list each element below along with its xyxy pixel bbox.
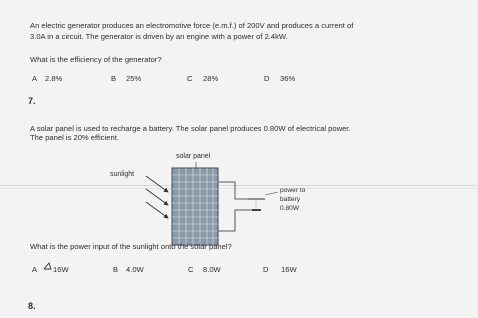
circuit-wires [218, 182, 256, 231]
q7-option-d-text: 16W [281, 265, 297, 274]
q6-option-a-letter[interactable]: A [32, 74, 38, 83]
solar-panel-label: solar panel [176, 153, 211, 160]
q7-option-a-text: 16W [53, 265, 69, 274]
sunlight-label: sunlight [110, 171, 135, 178]
sunlight-arrow-2 [146, 189, 168, 205]
sunlight-arrow-1 [146, 176, 168, 192]
battery-label: battery [280, 196, 301, 203]
q7-stem-line1: A solar panel is used to recharge a battery. The solar panel produces 0.80W of electrical power. [30, 124, 351, 133]
power-value-label: 0.80W [280, 205, 300, 212]
solar-panel-grid [172, 168, 218, 245]
q6-option-c-text: 28% [203, 74, 219, 83]
q7-option-d-letter[interactable]: D [263, 265, 269, 274]
q6-stem-line1: An electric generator produces an electromotive force (e.m.f.) of 200V and produces a current of [30, 21, 354, 30]
q7-option-c-letter[interactable]: C [188, 265, 194, 274]
q6-option-c-letter[interactable]: C [187, 74, 193, 83]
q6-option-d-letter[interactable]: D [264, 74, 270, 83]
q6-option-d-text: 36% [280, 74, 296, 83]
q7-option-c-text: 8.0W [203, 265, 221, 274]
battery-label-leader [265, 192, 278, 195]
q6-stem-line2: 3.0A in a circuit. The generator is driven by an engine with a power of 2.4kW. [30, 32, 288, 41]
q7-option-b-letter[interactable]: B [113, 265, 119, 274]
q6-question: What is the efficiency of the generator? [30, 55, 162, 64]
q7-stem-line2: The panel is 20% efficient. [30, 133, 119, 142]
q8-number: 8. [28, 301, 36, 311]
q7-option-a-letter[interactable]: A [32, 265, 38, 274]
handwritten-tick-mark [44, 263, 51, 269]
q7-number: 7. [28, 96, 36, 106]
q7-question: What is the power input of the sunlight onto the solar panel? [30, 242, 232, 251]
sunlight-arrow-3 [146, 202, 168, 218]
sunlight-arrows [146, 176, 168, 218]
q6-option-b-letter[interactable]: B [111, 74, 117, 83]
power-to-label: power to [280, 187, 306, 194]
battery-symbol [248, 199, 265, 210]
q6-option-b-text: 25% [126, 74, 142, 83]
q7-option-b-text: 4.0W [126, 265, 144, 274]
q6-option-a-text: 2.8% [45, 74, 63, 83]
